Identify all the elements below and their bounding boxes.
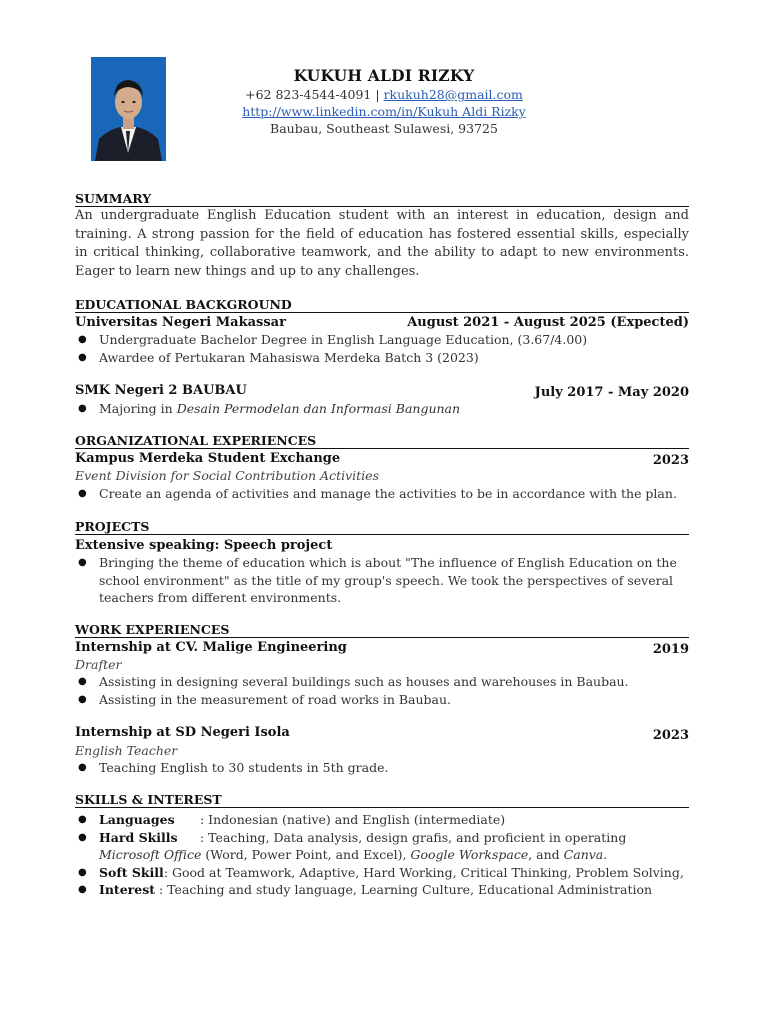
organization-entry bbox=[75, 450, 689, 467]
work-name: Internship at CV. Malige Engineering bbox=[75, 640, 347, 655]
project-name: Extensive speaking: Speech project bbox=[75, 538, 333, 553]
contact-line bbox=[180, 86, 588, 103]
list-item: ● Create an agenda of activities and manage the activities to be in accordance with the plan. bbox=[75, 485, 689, 503]
skill-soft bbox=[75, 864, 689, 882]
skill-software: Canva bbox=[563, 847, 604, 862]
skill-label: Languages bbox=[99, 812, 175, 827]
contact-header bbox=[180, 66, 588, 137]
skill-hard bbox=[75, 829, 689, 864]
work-role: English Teacher bbox=[75, 743, 178, 758]
organization-bullets bbox=[75, 485, 689, 503]
work-year: 2023 bbox=[652, 728, 689, 743]
education-date: August 2021 - August 2025 (Expected) bbox=[407, 315, 689, 330]
list-item: ● Awardee of Pertukaran Mahasiswa Merdeka Batch 3 (2023) bbox=[75, 349, 689, 367]
skill-software: Google Workspace bbox=[410, 847, 529, 862]
contact-separator: | bbox=[371, 87, 384, 102]
list-item bbox=[75, 400, 689, 418]
summary-text: An undergraduate English Education student with an interest in education, design and training. A strong passion for the field of education has fostered essential skills, especially in critical thinking, collaborative teamwork, and the ability to adapt to new environments. Eager to learn new things and up to any challenges. bbox=[75, 208, 689, 279]
major-name: Desain Permodelan dan Informasi Bangunan bbox=[176, 401, 461, 416]
major-prefix: Majoring in bbox=[99, 401, 177, 416]
education-1-bullets bbox=[75, 331, 689, 366]
skill-text: : Teaching, Data analysis, design grafis, and proficient in operating bbox=[200, 829, 627, 845]
linkedin-link[interactable]: http://www.linkedin.com/in/Kukuh Aldi Rizky bbox=[242, 104, 526, 119]
work-name: Internship at SD Negeri Isola bbox=[75, 725, 290, 740]
skill-text: : Teaching and study language, Learning Culture, Educational Administration bbox=[155, 882, 653, 897]
school-name: Universitas Negeri Makassar bbox=[75, 315, 286, 330]
skill-languages bbox=[75, 811, 689, 829]
section-title-summary: SUMMARY bbox=[75, 191, 689, 207]
project-entry bbox=[75, 537, 689, 554]
section-title-skills: SKILLS & INTEREST bbox=[75, 792, 689, 808]
skill-text: : Indonesian (native) and English (intermediate) bbox=[200, 812, 506, 827]
list-item: ● Assisting in the measurement of road works in Baubau. bbox=[75, 691, 689, 709]
education-entry-2 bbox=[75, 382, 689, 399]
skill-label: Soft Skill bbox=[99, 864, 164, 880]
education-2-bullets bbox=[75, 400, 689, 418]
address: Baubau, Southeast Sulawesi, 93725 bbox=[270, 121, 498, 136]
work-entry-2 bbox=[75, 724, 689, 741]
section-title-work: WORK EXPERIENCES bbox=[75, 622, 689, 638]
project-bullets bbox=[75, 554, 689, 607]
work-2-bullets bbox=[75, 759, 689, 777]
skill-interest bbox=[75, 881, 689, 899]
skill-software: Microsoft Office bbox=[99, 847, 202, 862]
work-role: Drafter bbox=[75, 657, 122, 672]
education-date: July 2017 - May 2020 bbox=[534, 385, 689, 400]
skill-text: (Word, Power Point, and Excel), bbox=[201, 847, 411, 862]
skill-label: Interest bbox=[99, 882, 156, 897]
list-item: ● Assisting in designing several buildings such as houses and warehouses in Baubau. bbox=[75, 673, 689, 691]
list-item: ● Undergraduate Bachelor Degree in English Language Education, (3.67/4.00) bbox=[75, 331, 689, 349]
linkedin-line bbox=[180, 103, 588, 120]
organization-name: Kampus Merdeka Student Exchange bbox=[75, 451, 341, 466]
list-item: ● Teaching English to 30 students in 5th grade. bbox=[75, 759, 689, 777]
organization-role: Event Division for Social Contribution Activities bbox=[75, 468, 379, 483]
phone-number: +62 823-4544-4091 bbox=[245, 87, 372, 102]
full-name: KUKUH ALDI RIZKY bbox=[293, 66, 475, 85]
work-1-bullets bbox=[75, 673, 689, 708]
education-entry-1 bbox=[75, 314, 689, 331]
work-year: 2019 bbox=[652, 642, 689, 657]
work-entry-1 bbox=[75, 639, 689, 656]
skill-text: : Good at Teamwork, Adaptive, Hard Working, Critical Thinking, Problem Solving, bbox=[163, 864, 684, 880]
email-link[interactable]: rkukuh28@gmail.com bbox=[383, 87, 523, 102]
skill-label: Hard Skills bbox=[99, 829, 178, 845]
organization-year: 2023 bbox=[652, 453, 689, 468]
section-title-projects: PROJECTS bbox=[75, 519, 689, 535]
section-title-organization: ORGANIZATIONAL EXPERIENCES bbox=[75, 433, 689, 449]
school-name: SMK Negeri 2 BAUBAU bbox=[75, 383, 247, 398]
section-title-education: EDUCATIONAL BACKGROUND bbox=[75, 297, 689, 313]
list-item: ● Bringing the theme of education which is about "The influence of English Education on the school environment" as the title of my group's speech. We took the perspectives of several teachers from different environments. bbox=[75, 554, 689, 607]
profile-photo bbox=[91, 57, 166, 161]
skill-text: , and bbox=[528, 847, 564, 862]
skills-list bbox=[75, 811, 689, 899]
skill-text: . bbox=[603, 847, 608, 862]
